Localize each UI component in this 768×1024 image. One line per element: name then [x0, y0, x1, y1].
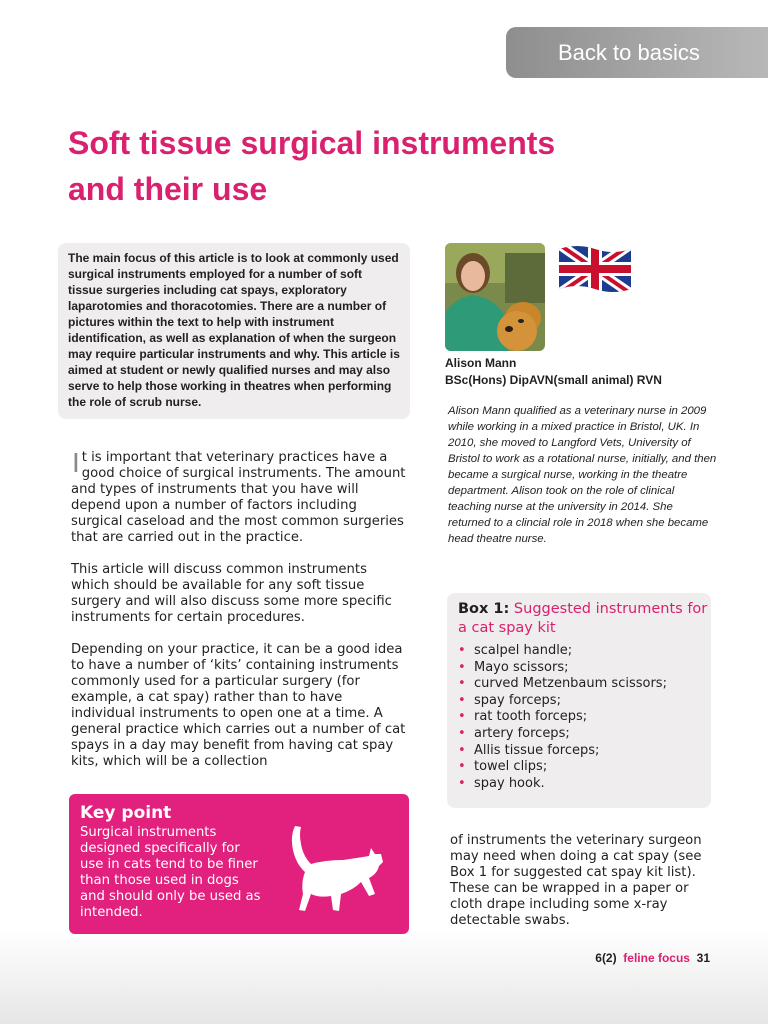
bullet-icon: • — [458, 759, 466, 775]
author-photo-image — [445, 243, 545, 351]
list-item: • towel clips; — [458, 759, 548, 775]
box-1-title — [458, 600, 708, 638]
cat-silhouette-icon — [287, 824, 389, 914]
union-jack-flag-icon — [557, 243, 633, 295]
bullet-icon: • — [458, 709, 466, 725]
list-item: • Allis tissue forceps; — [458, 742, 600, 758]
author-photo — [445, 243, 545, 351]
key-point-title: Key point — [80, 803, 172, 823]
list-item: • spay hook. — [458, 775, 545, 791]
paragraph-4: of instruments the veterinary surgeon may need when doing a cat spay (see Box 1 for suggested cat spay kit list). These can be wrapped in a paper or cloth drape including some x-ray detectable swabs. — [450, 833, 702, 928]
author-bio: Alison Mann qualified as a veterinary nurse in 2009 while working in a mixed practice in Bristol, UK. In 2010, she moved to Langford Vets, University of Bristol to work as a rotational nurse, initially, and then became a surgical nurse, working in the theatre department. Alison took on the role of clinical teaching nurse at the university in 2014. She returned to a clincial role in 2018 when she became head theatre nurse. — [448, 405, 717, 545]
abstract-box — [58, 243, 410, 419]
bullet-icon: • — [458, 775, 466, 791]
box-1 — [447, 593, 711, 808]
paragraph-1-text: t is important that veterinary practices have a good choice of surgical instruments. The amount and types of instruments that you have will depend upon a number of factors including surgical caseload and the most common surgeries that are carried out in the practice. — [71, 450, 406, 545]
bullet-icon: • — [458, 742, 466, 758]
box-1-list — [458, 643, 711, 792]
bullet-icon: • — [458, 643, 466, 658]
list-item: • Mayo scissors; — [458, 659, 569, 675]
title-line-2: and their use — [68, 171, 268, 207]
author-name: Alison Mann — [445, 356, 517, 370]
article-title — [68, 120, 668, 212]
list-item: • spay forceps; — [458, 692, 561, 708]
journal-name: feline focus — [623, 951, 690, 965]
author-credentials: BSc(Hons) DipAVN(small animal) RVN — [445, 373, 662, 387]
paragraph-3: Depending on your practice, it can be a good idea to have a number of ‘kits’ containing instruments commonly used for a particular surgery (for example, a cat spay) rather than to have individual instruments to open one at a time. A general practice which carries out a number of cat spays in a day may benefit from having cat spay kits, which will be a collection — [71, 642, 406, 769]
abstract-text: The main focus of this article is to look at commonly used surgical instruments employed for a number of soft tissue surgeries including cat spays, exploratory laparotomies and thoracotomies. There are a number of pictures within the text to help with instrument identification, as well as explanation of when the surgeon may require particular instruments and why. This article is aimed at student or newly qualified nurses and may also serve to help those working in theatres when performing the role of scrub nurse. — [68, 251, 400, 409]
key-point-box — [69, 794, 409, 934]
box-1-heading: Suggested instruments for a cat spay kit — [458, 601, 708, 636]
page-footer — [595, 951, 710, 965]
list-item: • artery forceps; — [458, 725, 570, 741]
paragraph-2: This article will discuss common instruments which should be available for any soft tissue surgery and will also discuss some more specific instruments for certain procedures. — [71, 562, 392, 625]
list-item: • scalpel handle; — [458, 643, 573, 658]
bullet-icon: • — [458, 692, 466, 708]
box-1-label: Box 1: — [458, 601, 510, 617]
section-tab: Back to basics — [506, 27, 768, 78]
list-item: • rat tooth forceps; — [458, 709, 588, 725]
bullet-icon: • — [458, 659, 466, 675]
key-point-text: Surgical instruments designed specifically for use in cats tend to be finer than those used in dogs and should only be used as intended. — [80, 825, 261, 920]
bullet-icon: • — [458, 725, 466, 741]
page-number: 31 — [696, 951, 710, 965]
list-item: • curved Metzenbaum scissors; — [458, 676, 667, 692]
paragraph-1 — [71, 447, 409, 546]
drop-cap: I — [72, 447, 80, 478]
title-line-1: Soft tissue surgical instruments — [68, 125, 556, 161]
bullet-icon: • — [458, 676, 466, 692]
issue-number: 6(2) — [595, 951, 617, 965]
